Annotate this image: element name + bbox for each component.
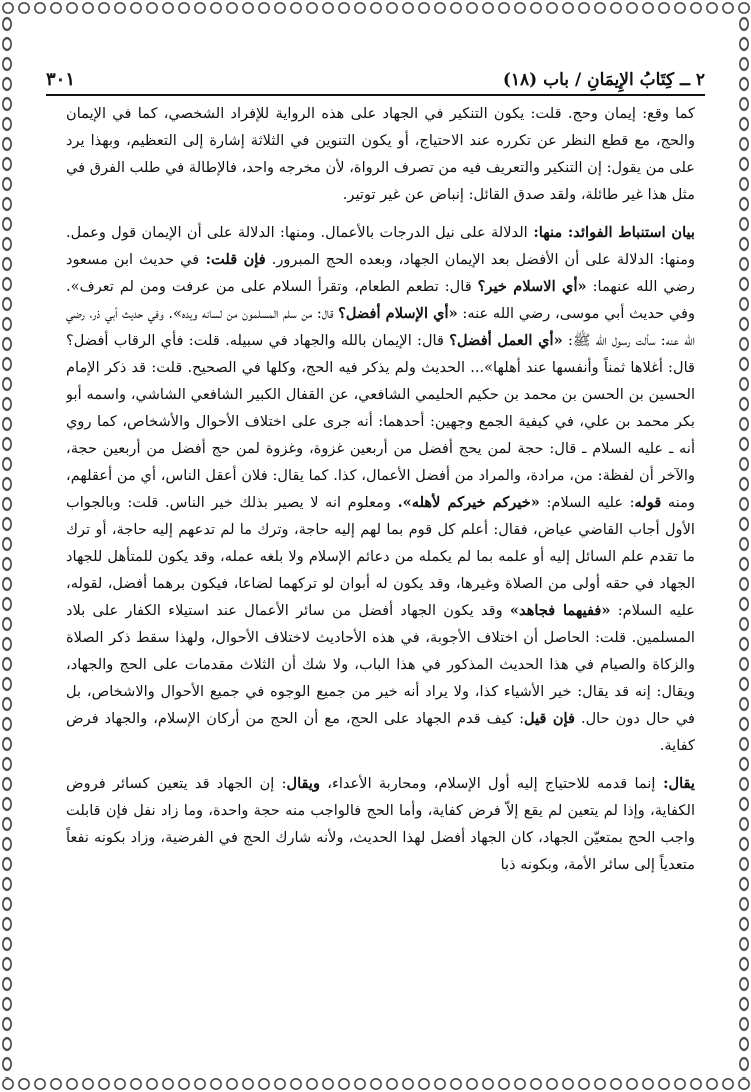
header-rule: [46, 94, 705, 96]
text-segment: إنما قدمه للاحتياج إليه أول الإسلام، ومحاربة الأعداء،: [320, 775, 656, 792]
text-segment: «أي الاسلام خير؟: [477, 278, 587, 295]
text-segment: ومعلوم انه لا يصير بذلك خير الناس. قلت: وبالجواب الأول أجاب القاضي عياض، فقال: أعلم كل قوم بما لهم إليه حاجة، وترك ما لم تدعهم إليه حاجة، أو ترك ما تقدم علم السائل إليه أو علمه بما لم يكمله من دعائم الإسلام ولا بلغه عمله، وقد يكون للمتأهل للجهاد الجهاد في حقه أولى من الصلاة وغيرها، وقد يكون له أبوان لو تركهما لضاعا، فيكون برهما أفضل، لقوله، عليه السلام:: [66, 494, 695, 619]
running-title: ٢ ــ كِتَابُ الإِيمَانِ / باب (١٨): [502, 70, 705, 90]
text-segment: قال: الإيمان بالله والجهاد في سبيله. قلت: فأي الرقاب أفضل؟ قال: أغلاها ثمناً وأنفسها عند أهلها»... الحديث ولم يذكر فيه الحج، وكلها في الصحيح. قلت: قد ذكر الإمام الحسين بن الحسن بن محمد بن حكيم الحليمي الشافعي، عن القفال الكبير الشافعي الشاشي، واسمه أبو بكر محمد بن علي، في كيفية الجمع وجهين: أحدهما: أنه جرى على اختلاف الأحوال والأشخاص، كما روي أنه ـ عليه السلام ـ قال: حجة لمن يحج أفضل من أربعين غزوة، وغزوة لمن حج أفضل من أربعين حجة، والآخر أن لفظة: من، مرادة، والمراد من أفضل الأعمال، كذا. كما يقال: فلان أعقل الناس، أي من أعقلهم، ومنه: [66, 332, 695, 511]
text-segment: كما وقع: إيمان وحج. قلت: يكون التنكير في الجهاد على هذه الرواية للإفراد الشخصي، كما في الإيمان والحج، مع قطع النظر عن تكرره عند الاحتياج، أو يكون التنوين في الثلاثة إشارة إلى التعظيم، وبهذا يرد على من يقول: إن التنكير والتعريف فيه من تصرف الرواة، لأن مخرجه واحد، فالإطالة في طلب الفرق في مثل هذا غير طائلة، ولقد صدق القائل: إنباض عن غير توتير.: [66, 105, 695, 203]
text-segment: قال: من سلم المسلمون من لسانه ويده». وفي حديث أبي ذر، رضي الله عنه: سألت رسول الله ﷺ:: [66, 305, 695, 349]
ornamental-border-bottom: [0, 1076, 751, 1092]
ornamental-border-left: [0, 14, 14, 1078]
text-segment: الدلالة على نيل الدرجات بالأعمال. ومنها: الدلالة على أن الإيمان قول وعمل. ومنها: الدلالة على أن الأفضل بعد الإيمان الجهاد، وبعده الحج المبرور.: [66, 224, 695, 268]
text-segment: ويقال: [286, 775, 321, 792]
text-segment: «خيركم خيركم لأهله».: [397, 494, 540, 511]
paragraph-gap: [66, 759, 695, 770]
text-segment: قال: تطعم الطعام، وتقرأ السلام على من عرفت ومن لم تعرف». وفي حديث أبي موسى، رضي الله عنه:: [66, 278, 695, 322]
text-segment: قوله: [634, 494, 662, 511]
paragraph-gap: [66, 208, 695, 219]
text-segment: يقال:: [655, 775, 695, 792]
text-segment: في حديث ابن مسعود رضي الله عنهما:: [66, 251, 695, 295]
page-number: ٣٠١: [46, 69, 76, 90]
page-header: [46, 60, 705, 90]
body-text: [66, 100, 695, 1066]
paragraph-2: [66, 219, 695, 759]
ornamental-border-right: [737, 14, 751, 1078]
text-segment: : عليه السلام:: [539, 494, 635, 511]
text-segment: : كيف قدم الجهاد على الحج، مع أن الحج من أركان الإسلام، والجهاد فرض كفاية.: [66, 710, 695, 754]
ornamental-border-top: [0, 0, 751, 16]
text-segment: وقد يكون الجهاد أفضل من سائر الأعمال عند استيلاء الكفار على بلاد المسلمين. قلت: الحاصل أن اختلاف الأجوبة، في هذه الأحاديث لاختلاف الأحوال، ولهذا سقط ذكر الصلاة والزكاة والصيام في هذا الحديث المذكور في هذا الباب، ولا شك أن الثلاث مقدمات على الحج والجهاد، ويقال: إنه قد يقال: خير الأشياء كذا، ولا يراد أنه خير من جميع الوجوه في جميع الأحوال والاشخاص، بل في حال دون حال.: [66, 602, 695, 727]
text-segment: : إن الجهاد قد يتعين كسائر فروض الكفاية، وإذا لم يتعين لم يقع إلاّ فرض كفاية، وأما الحج فالواجب منه حجة واحدة، وما زاد نفل فإن قابلت واجب الحج بمتعيّن الجهاد، كان الجهاد أفضل لهذا الحديث، ولأنه شارك الحج في الفرضية، وزاد بكونه نفعاً متعدياً إلى سائر الأمة، وبكونه ذبا: [66, 775, 695, 873]
text-segment: «ففيهما فجاهد»: [509, 602, 611, 619]
text-segment: «أي العمل أفضل؟: [449, 332, 563, 349]
text-segment: بيان استنباط الفوائد: منها:: [527, 224, 695, 241]
text-segment: «أي الإسلام أفضل؟: [338, 305, 458, 322]
text-segment: فإن قلت:: [199, 251, 266, 268]
paragraph-1: [66, 100, 695, 208]
text-segment: فإن قيل: [524, 710, 575, 727]
paragraph-3: [66, 770, 695, 878]
